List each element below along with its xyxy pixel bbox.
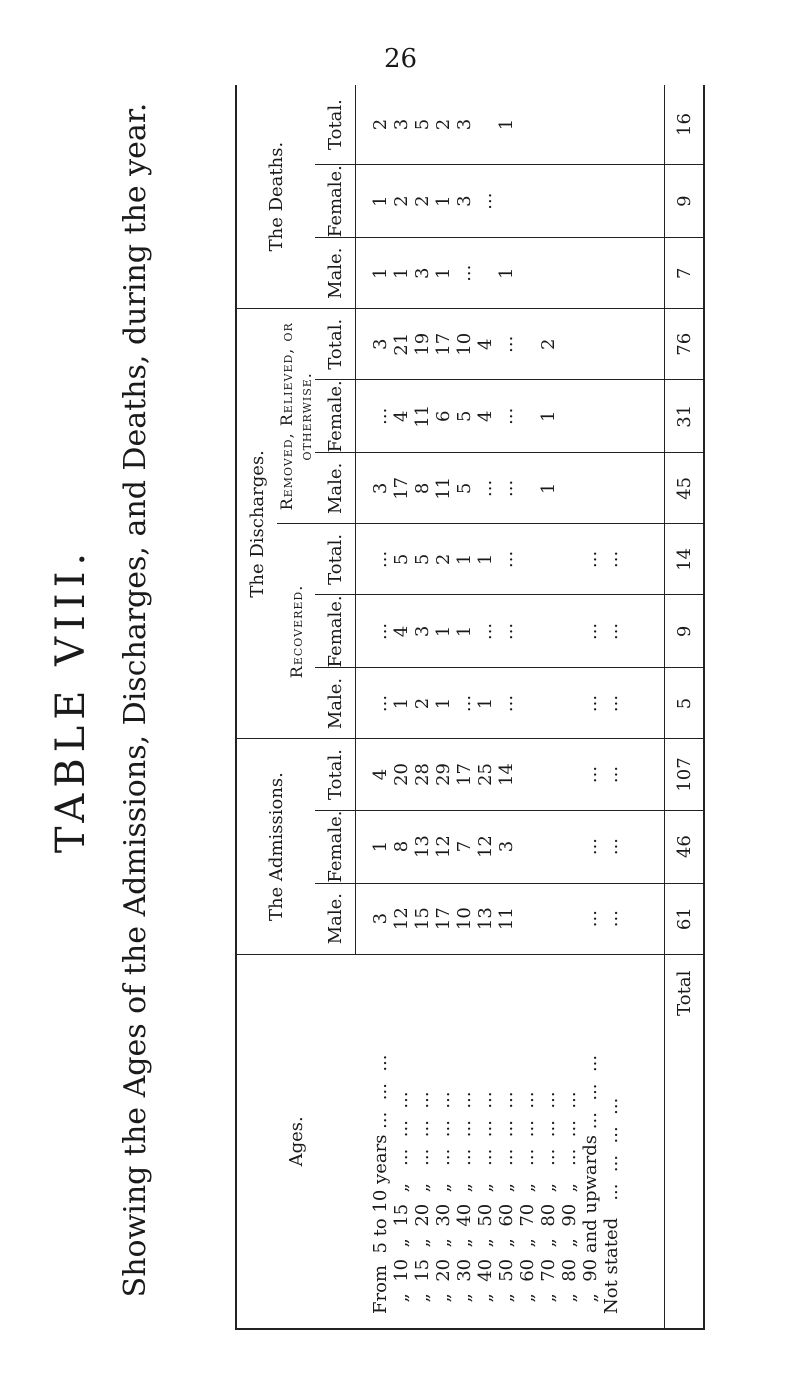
deaths-male-column: [356, 238, 665, 309]
table-cell: 19: [412, 332, 433, 356]
ages-table: [235, 85, 705, 1330]
table-cell: [517, 595, 538, 667]
table-cell: [538, 165, 559, 237]
table-cell: [517, 165, 538, 237]
table-cell: 5: [412, 553, 433, 566]
deaths-header: The Deaths.: [236, 85, 315, 309]
table-cell: [559, 595, 580, 667]
rotated-table-block: [30, 50, 790, 1350]
admissions-male-column: [356, 883, 665, 954]
table-cell: ...: [496, 694, 517, 713]
table-cell: [559, 380, 580, 452]
table-cell: ...: [475, 192, 496, 210]
age-group-label: „ 30 „ 40 „ ... ... ...: [453, 1091, 475, 1314]
table-cell: 1: [433, 267, 454, 279]
table-cell: 1: [433, 697, 454, 710]
table-cell: 11: [496, 907, 517, 931]
table-cell: 10: [454, 907, 475, 931]
table-cell: 2: [412, 697, 433, 710]
table-cell: [559, 668, 580, 738]
recovered-total-column: [356, 524, 665, 595]
deaths-female-column: [356, 165, 665, 238]
deaths-male-header: Male.: [315, 238, 356, 309]
deaths-total-total: 16: [665, 85, 705, 165]
age-group-label: „ 50 „ 60 „ ... ... ...: [495, 1091, 517, 1314]
deaths-total-column: [356, 85, 665, 165]
table-cell: [580, 238, 601, 308]
table-cell: [475, 238, 496, 308]
table-cell: 1: [391, 267, 412, 279]
age-group-label: „ 40 „ 50 „ ... ... ...: [474, 1091, 496, 1314]
recovered-male-total: 5: [665, 668, 705, 739]
age-group-label: Not stated ... ... ... ...: [600, 1097, 622, 1314]
age-groups-list: [356, 954, 665, 1329]
table-cell: ...: [601, 765, 622, 784]
table-cell: 1: [433, 195, 454, 207]
table-cell: [517, 85, 538, 164]
table-cell: 5: [454, 410, 475, 423]
table-cell: ...: [370, 407, 391, 425]
table-cell: 1: [538, 410, 559, 423]
age-group-label: „ 15 „ 20 „ ... ... ...: [411, 1091, 433, 1314]
table-cell: ...: [370, 694, 391, 713]
table-heading: [30, 50, 180, 1350]
admissions-female-column: [356, 810, 665, 883]
table-cell: 25: [475, 763, 496, 786]
table-cell: ...: [580, 694, 601, 713]
table-cell: [580, 380, 601, 452]
table-cell: ...: [601, 550, 622, 568]
table-cell: [496, 165, 517, 237]
table-cell: [517, 238, 538, 308]
removed-total-total: 76: [665, 309, 705, 380]
recovered-female-total: 9: [665, 595, 705, 668]
table-cell: 2: [412, 195, 433, 207]
deaths-female-total: 9: [665, 165, 705, 238]
table-cell: [538, 595, 559, 667]
table-cell: [517, 380, 538, 452]
recovered-male-header: Male.: [315, 668, 356, 739]
table-cell: [538, 668, 559, 738]
table-cell: 4: [391, 625, 412, 638]
admissions-male-total: 61: [665, 883, 705, 954]
table-cell: 1: [370, 840, 391, 853]
table-cell: 1: [475, 697, 496, 710]
table-cell: [517, 811, 538, 883]
table-cell: 5: [412, 118, 433, 131]
removed-total-column: [356, 309, 665, 380]
table-cell: [580, 309, 601, 379]
admissions-total-header: Total.: [315, 739, 356, 810]
table-cell: ...: [454, 694, 475, 713]
table-cell: 1: [475, 553, 496, 566]
admissions-female-total: 46: [665, 810, 705, 883]
recovered-female-column: [356, 595, 665, 668]
table-cell: 1: [370, 195, 391, 207]
table-cell: [538, 884, 559, 954]
table-cell: [580, 85, 601, 164]
table-cell: ...: [370, 550, 391, 568]
table-cell: ...: [475, 622, 496, 641]
table-cell: 11: [433, 476, 454, 500]
table-cell: ...: [601, 837, 622, 856]
table-cell: 1: [496, 267, 517, 279]
table-cell: ...: [496, 550, 517, 568]
page-number: 26: [383, 44, 418, 74]
table-cell: ...: [454, 264, 475, 282]
table-cell: ...: [601, 910, 622, 928]
table-cell: 21: [391, 332, 412, 356]
table-cell: 13: [412, 835, 433, 859]
table-cell: ...: [496, 335, 517, 353]
ages-header: Ages.: [236, 954, 356, 1329]
removed-total-header: Total.: [315, 309, 356, 380]
table-cell: [559, 811, 580, 883]
table-cell: 5: [454, 482, 475, 495]
table-cell: 28: [412, 763, 433, 786]
table-cell: 1: [538, 482, 559, 495]
table-cell: 12: [475, 835, 496, 859]
table-cell: 3: [391, 118, 412, 131]
table-cell: [601, 165, 622, 237]
table-cell: ...: [580, 910, 601, 928]
table-cell: ...: [370, 622, 391, 641]
recovered-header: Recovered.: [277, 524, 315, 739]
table-cell: 17: [454, 763, 475, 786]
table-cell: 4: [370, 768, 391, 781]
recovered-male-column: [356, 668, 665, 739]
table-cell: [517, 740, 538, 810]
table-cell: [559, 165, 580, 237]
table-cell: [517, 309, 538, 379]
recovered-female-header: Female.: [315, 595, 356, 668]
table-subtitle: Showing the Ages of the Admissions, Discharges, and Deaths, during the year.: [118, 102, 153, 1298]
table-cell: ...: [496, 407, 517, 425]
table-cell: ...: [601, 622, 622, 641]
table-cell: 20: [391, 763, 412, 786]
table-cell: [601, 309, 622, 379]
table-cell: [517, 524, 538, 594]
admissions-header: The Admissions.: [236, 739, 315, 954]
table-cell: 12: [391, 907, 412, 931]
table-cell: 17: [433, 907, 454, 931]
table-cell: 7: [454, 840, 475, 853]
table-cell: 17: [391, 476, 412, 500]
removed-female-column: [356, 380, 665, 453]
age-group-label: „ 60 „ 70 „ ... ... ...: [516, 1091, 538, 1314]
age-group-label: „ 90 and upwards ... ... ...: [579, 1054, 601, 1314]
table-cell: 12: [433, 835, 454, 859]
table-cell: [559, 884, 580, 954]
table-cell: 6: [433, 410, 454, 423]
table-cell: 2: [433, 118, 454, 131]
admissions-total-column: [356, 739, 665, 810]
table-cell: 5: [391, 553, 412, 566]
table-cell: 3: [412, 267, 433, 279]
table-cell: ...: [496, 479, 517, 497]
table-cell: 14: [496, 763, 517, 786]
table-cell: ...: [580, 550, 601, 568]
table-cell: 8: [412, 482, 433, 495]
admissions-total-total: 107: [665, 739, 705, 810]
table-cell: 3: [412, 625, 433, 638]
table-cell: 3: [370, 482, 391, 495]
total-label: Total: [665, 954, 705, 1329]
table-cell: [601, 453, 622, 523]
table-cell: 29: [433, 763, 454, 786]
table-cell: 15: [412, 907, 433, 931]
table-cell: 1: [433, 625, 454, 638]
discharges-header: The Discharges.: [236, 309, 277, 739]
removed-male-total: 45: [665, 453, 705, 524]
table-cell: [601, 238, 622, 308]
table-cell: [559, 740, 580, 810]
table-cell: [517, 668, 538, 738]
table-cell: [538, 238, 559, 308]
table-cell: [538, 85, 559, 164]
table-cell: [559, 453, 580, 523]
table-cell: [601, 85, 622, 164]
table-cell: 3: [496, 840, 517, 853]
table-cell: 10: [454, 332, 475, 356]
table-cell: 2: [433, 553, 454, 566]
table-cell: 17: [433, 332, 454, 356]
table-cell: ...: [601, 694, 622, 713]
admissions-female-header: Female.: [315, 810, 356, 883]
table-cell: ...: [580, 765, 601, 784]
table-cell: 1: [496, 118, 517, 131]
table-cell: [580, 453, 601, 523]
age-group-label: „ 80 „ 90 „ ... ... ...: [558, 1091, 580, 1314]
table-cell: 13: [475, 907, 496, 931]
table-cell: [559, 238, 580, 308]
table-cell: 4: [391, 410, 412, 423]
table-cell: [538, 740, 559, 810]
table-cell: [538, 524, 559, 594]
table-cell: [538, 811, 559, 883]
table-cell: [559, 309, 580, 379]
table-cell: [517, 453, 538, 523]
table-cell: 2: [391, 195, 412, 207]
table-cell: 8: [391, 840, 412, 853]
table-cell: 1: [454, 625, 475, 638]
recovered-total-header: Total.: [315, 524, 356, 595]
table-cell: [601, 380, 622, 452]
table-cell: ...: [580, 622, 601, 641]
table-cell: 11: [412, 404, 433, 428]
table-cell: 2: [538, 338, 559, 350]
table-cell: 2: [370, 118, 391, 131]
removed-header: Removed, Relieved, or otherwise.: [277, 309, 315, 524]
age-group-label: „ 10 „ 15 „ ... ... ...: [390, 1091, 412, 1314]
removed-male-header: Male.: [315, 453, 356, 524]
table-cell: ...: [580, 837, 601, 856]
table-title: TABLE VIII.: [48, 546, 94, 854]
deaths-total-header: Total.: [315, 85, 356, 165]
removed-male-column: [356, 453, 665, 524]
table-cell: [580, 165, 601, 237]
table-cell: 3: [370, 912, 391, 925]
table-cell: 3: [370, 338, 391, 350]
admissions-male-header: Male.: [315, 883, 356, 954]
table-cell: 4: [475, 338, 496, 350]
recovered-total-total: 14: [665, 524, 705, 595]
age-group-label: „ 70 „ 80 „ ... ... ...: [537, 1091, 559, 1314]
age-group-label: „ 20 „ 30 „ ... ... ...: [432, 1091, 454, 1314]
table-cell: 4: [475, 410, 496, 423]
table-cell: [559, 524, 580, 594]
deaths-male-total: 7: [665, 238, 705, 309]
age-group-label: From 5 to 10 years ... ... ...: [369, 1054, 391, 1314]
table-cell: [475, 85, 496, 164]
table-cell: [559, 85, 580, 164]
table-cell: 1: [454, 553, 475, 566]
removed-female-total: 31: [665, 380, 705, 453]
table-cell: 1: [391, 697, 412, 710]
removed-female-header: Female.: [315, 380, 356, 453]
deaths-female-header: Female.: [315, 165, 356, 238]
table-cell: [517, 884, 538, 954]
table-cell: 1: [370, 267, 391, 279]
table-cell: 3: [454, 118, 475, 131]
table-cell: ...: [475, 479, 496, 497]
table-cell: ...: [496, 622, 517, 641]
table-cell: 3: [454, 195, 475, 207]
